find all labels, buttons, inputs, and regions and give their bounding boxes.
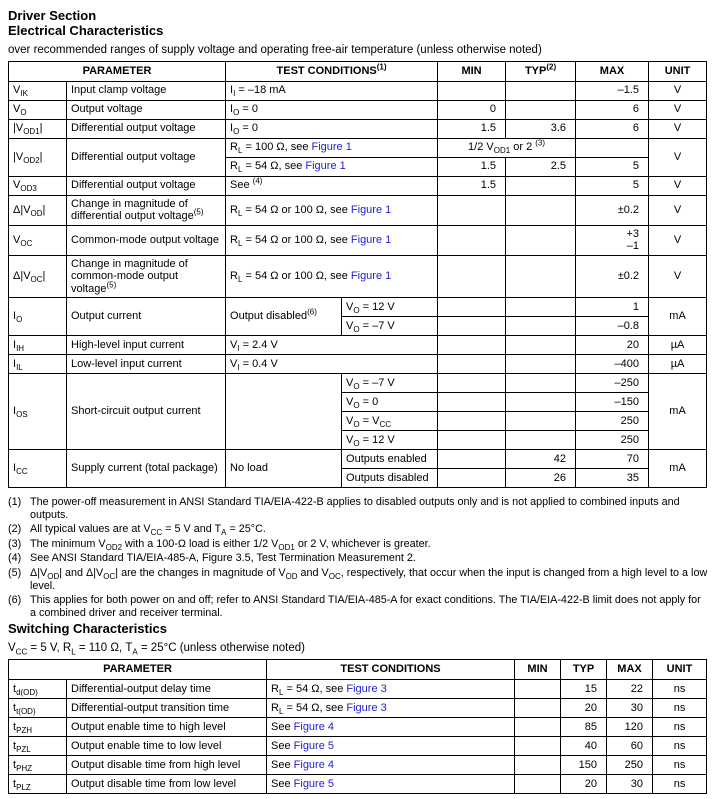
value-cell: 0 xyxy=(438,100,506,119)
value-cell xyxy=(438,469,506,488)
footnote-6 xyxy=(8,594,708,619)
param-name-cell: Differential output voltage xyxy=(67,138,226,176)
value-cell: 250 xyxy=(576,412,649,431)
param-symbol-cell: $V_{IK}$ xyxy=(9,81,67,100)
param-symbol-cell: $I_O$ xyxy=(9,298,67,336)
value-cell: 22 xyxy=(607,679,653,698)
param-symbol-cell: $t_{d(OD)}$ xyxy=(9,679,67,698)
table-row xyxy=(9,298,707,317)
condition-cell: $R_L = 100$ Ω, see Figure 1 xyxy=(226,138,438,157)
unit-cell: V xyxy=(649,225,707,255)
value-cell: 1/2 $V_{OD1}$ or 2 $^{(3)}$ xyxy=(438,138,576,157)
unit-cell: V xyxy=(649,195,707,225)
param-name-cell: Output disable time from high level xyxy=(67,755,267,774)
param-symbol-cell: $|V_{OD2}|$ xyxy=(9,138,67,176)
value-cell: 42 xyxy=(506,450,576,469)
value-cell: 26 xyxy=(506,469,576,488)
value-cell: 250 xyxy=(607,755,653,774)
condition-cell: See Figure 5 xyxy=(267,774,515,793)
link-figure-3[interactable]: Figure 3 xyxy=(346,701,387,714)
link-figure-1[interactable]: Figure 1 xyxy=(305,160,346,173)
unit-cell: mA xyxy=(649,450,707,488)
value-cell: ±0.2 xyxy=(576,195,649,225)
footnote-text: $\Delta|V_{OD}|$ and $\Delta|V_{OC}|$ are the changes in magnitude of $V_{OD}$ and $V_{OC}$, respectively, that occur when the input is changed from a high level to a low level. xyxy=(30,566,708,592)
param-symbol-cell: $t_{t(OD)}$ xyxy=(9,698,67,717)
param-name-cell: Output current xyxy=(67,298,226,336)
param-symbol-cell: $t_{PHZ}$ xyxy=(9,755,67,774)
value-cell xyxy=(438,355,506,374)
condition-cell: See Figure 4 xyxy=(267,755,515,774)
param-name-cell: High-level input current xyxy=(67,336,226,355)
value-cell: 30 xyxy=(607,774,653,793)
link-figure-1[interactable]: Figure 1 xyxy=(350,203,392,216)
value-cell: ±0.2 xyxy=(576,255,649,298)
unit-cell: V xyxy=(649,255,707,298)
column-header-cell: PARAMETER xyxy=(9,62,226,82)
value-cell xyxy=(506,412,576,431)
value-cell xyxy=(506,393,576,412)
param-name-cell: Differential-output delay time xyxy=(67,679,267,698)
value-cell: 120 xyxy=(607,717,653,736)
condition-cell: $V_I = 0.4$ V xyxy=(226,355,438,374)
param-name-cell: Short-circuit output current xyxy=(67,374,226,450)
value-cell xyxy=(506,336,576,355)
column-header-cell: MAX xyxy=(576,62,649,82)
unit-cell: ns xyxy=(653,717,707,736)
value-cell: 30 xyxy=(607,698,653,717)
value-cell xyxy=(438,393,506,412)
condition-cell: No load xyxy=(226,450,342,488)
table-row xyxy=(9,355,707,374)
value-cell xyxy=(515,774,561,793)
footnote-number: (2) xyxy=(8,523,22,536)
value-cell xyxy=(515,717,561,736)
param-symbol-cell: $|V_{OD1}|$ xyxy=(9,119,67,138)
param-symbol-cell: $t_{PLZ}$ xyxy=(9,774,67,793)
value-cell: 5 xyxy=(576,157,649,176)
table-row xyxy=(9,755,707,774)
table-row xyxy=(9,176,707,195)
unit-cell: ns xyxy=(653,755,707,774)
condition-cell: $R_L = 54$ Ω or 100 Ω, see Figure 1 xyxy=(226,225,438,255)
table-row xyxy=(9,195,707,225)
table-row xyxy=(9,679,707,698)
table-row xyxy=(9,660,707,680)
column-header-cell: UNIT xyxy=(653,660,707,680)
condition-cell: $V_O = -7$ V xyxy=(342,374,438,393)
value-cell xyxy=(438,374,506,393)
param-name-cell: Differential-output transition time xyxy=(67,698,267,717)
condition-cell: $V_O = 12$ V xyxy=(342,298,438,317)
value-cell xyxy=(506,317,576,336)
value-cell xyxy=(506,298,576,317)
value-cell: –150 xyxy=(576,393,649,412)
value-cell xyxy=(438,336,506,355)
condition-cell: $R_L = 54$ Ω or 100 Ω, see Figure 1 xyxy=(226,255,438,298)
condition-cell: Output disabled$^{(6)}$ xyxy=(226,298,342,336)
value-cell xyxy=(506,195,576,225)
value-cell xyxy=(515,755,561,774)
electrical-characteristics-table xyxy=(8,61,707,488)
value-cell: 1.5 xyxy=(438,157,506,176)
unit-cell: µA xyxy=(649,355,707,374)
param-name-cell: Input clamp voltage xyxy=(67,81,226,100)
unit-cell: V xyxy=(649,100,707,119)
footnote-4 xyxy=(8,552,708,565)
value-cell xyxy=(438,255,506,298)
switching-characteristics-table xyxy=(8,659,707,794)
value-cell: 5 xyxy=(576,176,649,195)
unit-cell: ns xyxy=(653,698,707,717)
condition-cell: $R_L = 54$ Ω, see Figure 1 xyxy=(226,157,438,176)
footnote-number: (4) xyxy=(8,552,22,565)
section-title-driver: Driver Section xyxy=(8,8,97,23)
value-cell: 2.5 xyxy=(506,157,576,176)
value-cell xyxy=(506,355,576,374)
value-cell: 250 xyxy=(576,431,649,450)
column-header-cell: MAX xyxy=(607,660,653,680)
value-cell: 20 xyxy=(561,774,607,793)
value-cell: 6 xyxy=(576,119,649,138)
param-symbol-cell: $\Delta|V_{OD}|$ xyxy=(9,195,67,225)
link-figure-3[interactable]: Figure 3 xyxy=(346,682,387,695)
link-figure-1[interactable]: Figure 1 xyxy=(311,141,352,154)
condition-cell: $I_O = 0$ xyxy=(226,100,438,119)
param-name-cell: Output voltage xyxy=(67,100,226,119)
condition-cell: $V_O = -7$ V xyxy=(342,317,438,336)
table-row xyxy=(9,336,707,355)
unit-cell: V xyxy=(649,176,707,195)
table-row xyxy=(9,119,707,138)
value-cell xyxy=(506,100,576,119)
footnote-1 xyxy=(8,496,708,521)
value-cell: 40 xyxy=(561,736,607,755)
param-symbol-cell: $I_{OS}$ xyxy=(9,374,67,450)
param-name-cell: Change in magnitude of differential output voltage$^{(5)}$ xyxy=(67,195,226,225)
param-symbol-cell: $V_{OC}$ xyxy=(9,225,67,255)
link-figure-5[interactable]: Figure 5 xyxy=(293,739,335,752)
value-cell xyxy=(438,81,506,100)
value-cell: 1.5 xyxy=(438,119,506,138)
unit-cell: ns xyxy=(653,736,707,755)
value-cell: 1 xyxy=(576,298,649,317)
condition-cell: $V_O = 12$ V xyxy=(342,431,438,450)
table-row xyxy=(9,255,707,298)
table-row xyxy=(9,100,707,119)
value-cell xyxy=(438,412,506,431)
value-cell: 15 xyxy=(561,679,607,698)
value-cell xyxy=(506,225,576,255)
value-cell: –250 xyxy=(576,374,649,393)
condition-cell: $V_O = 0$ xyxy=(342,393,438,412)
unit-cell: V xyxy=(649,119,707,138)
param-name-cell: Output enable time to high level xyxy=(67,717,267,736)
footnote-text: The minimum $V_{OD2}$ with a 100-Ω load is either 1/2 $V_{OD1}$ or 2 V, whichever is greater. xyxy=(30,537,431,552)
unit-cell: mA xyxy=(649,298,707,336)
param-symbol-cell: $I_{IH}$ xyxy=(9,336,67,355)
value-cell xyxy=(506,431,576,450)
value-cell: 1.5 xyxy=(438,176,506,195)
value-cell xyxy=(438,317,506,336)
link-figure-1[interactable]: Figure 1 xyxy=(350,270,392,282)
param-name-cell: Supply current (total package) xyxy=(67,450,226,488)
value-cell: –1.5 xyxy=(576,81,649,100)
table-row xyxy=(9,62,707,82)
condition-cell: See $^{(4)}$ xyxy=(226,176,438,195)
footnote-text: See ANSI Standard TIA/EIA-485-A, Figure 3.5, Test Termination Measurement 2. xyxy=(30,552,416,565)
column-header-cell: TYP xyxy=(561,660,607,680)
table-row xyxy=(9,81,707,100)
table-row xyxy=(9,138,707,157)
value-cell: 20 xyxy=(561,698,607,717)
footnote-text: All typical values are at $V_{CC} = 5$ V and $T_A = 25^\circ C$. xyxy=(30,523,266,538)
column-header-cell: MIN xyxy=(515,660,561,680)
unit-cell: ns xyxy=(653,679,707,698)
unit-cell: mA xyxy=(649,374,707,450)
table-row xyxy=(9,736,707,755)
condition-cell: $I_I = -18$ mA xyxy=(226,81,438,100)
condition-cell: $R_L = 54$ Ω, see Figure 3 xyxy=(267,698,515,717)
footnote-text: This applies for both power on and off; refer to ANSI Standard TIA/EIA-485-A for exact conditions. The TIA/EIA-422-B limit does not apply for a combined driver and receiver terminal. xyxy=(30,594,701,619)
value-cell: +3 –1 xyxy=(576,225,649,255)
column-header-cell: PARAMETER xyxy=(9,660,267,680)
value-cell: 6 xyxy=(576,100,649,119)
footnote-number: (6) xyxy=(8,594,22,607)
table-row xyxy=(9,450,707,469)
value-cell: 70 xyxy=(576,450,649,469)
value-cell xyxy=(506,374,576,393)
condition-cell: $R_L = 54$ Ω or 100 Ω, see Figure 1 xyxy=(226,195,438,225)
link-figure-5[interactable]: Figure 5 xyxy=(293,777,335,790)
condition-cell: $V_I = 2.4$ V xyxy=(226,336,438,355)
unit-cell: ns xyxy=(653,774,707,793)
condition-cell: $V_O = V_{CC}$ xyxy=(342,412,438,431)
value-cell xyxy=(438,195,506,225)
footnote-text: The power-off measurement in ANSI Standard TIA/EIA-422-B applies to disabled outputs only and is not applied to combined inputs and outputs. xyxy=(30,496,680,521)
param-symbol-cell: $V_{OD3}$ xyxy=(9,176,67,195)
param-name-cell: Differential output voltage xyxy=(67,119,226,138)
section-title-electrical-characteristics: Electrical Characteristics xyxy=(8,23,164,38)
footnote-3 xyxy=(8,538,708,551)
switching-conditions-note: $V_{CC} = 5$ V, $R_L = 110$ Ω, $T_A = 25^\circ C$ (unless otherwise noted) xyxy=(8,642,305,657)
value-cell: –400 xyxy=(576,355,649,374)
table-row xyxy=(9,717,707,736)
value-cell: 150 xyxy=(561,755,607,774)
param-symbol-cell: $\Delta|V_{OC}|$ xyxy=(9,255,67,298)
condition-cell: $R_L = 54$ Ω, see Figure 3 xyxy=(267,679,515,698)
footnote-number: (1) xyxy=(8,496,22,508)
condition-cell: $I_O = 0$ xyxy=(226,119,438,138)
section-title-switching-characteristics: Switching Characteristics xyxy=(8,621,167,637)
param-name-cell: Low-level input current xyxy=(67,355,226,374)
footnote-number: (3) xyxy=(8,537,22,550)
value-cell xyxy=(438,298,506,317)
table-row xyxy=(9,698,707,717)
param-symbol-cell: $I_{IL}$ xyxy=(9,355,67,374)
link-figure-1[interactable]: Figure 1 xyxy=(350,233,392,246)
footnote-5 xyxy=(8,567,708,592)
condition-cell: See Figure 5 xyxy=(267,736,515,755)
value-cell: 60 xyxy=(607,736,653,755)
value-cell xyxy=(515,679,561,698)
value-cell xyxy=(515,698,561,717)
value-cell xyxy=(515,736,561,755)
value-cell xyxy=(506,255,576,298)
electrical-conditions-note: over recommended ranges of supply voltage and operating free-air temperature (unless otherwise noted) xyxy=(8,44,542,56)
condition-cell: Outputs disabled xyxy=(342,469,438,488)
value-cell: 85 xyxy=(561,717,607,736)
link-figure-4[interactable]: Figure 4 xyxy=(293,720,335,733)
condition-cell: Outputs enabled xyxy=(342,450,438,469)
unit-cell: µA xyxy=(649,336,707,355)
param-symbol-cell: $t_{PZH}$ xyxy=(9,717,67,736)
value-cell: 35 xyxy=(576,469,649,488)
table-row xyxy=(9,774,707,793)
value-cell xyxy=(438,431,506,450)
param-name-cell: Change in magnitude of common-mode output voltage$^{(5)}$ xyxy=(67,255,226,298)
value-cell xyxy=(438,450,506,469)
value-cell: 20 xyxy=(576,336,649,355)
param-name-cell: Output disable time from low level xyxy=(67,774,267,793)
value-cell: –0.8 xyxy=(576,317,649,336)
param-symbol-cell: $V_O$ xyxy=(9,100,67,119)
param-name-cell: Common-mode output voltage xyxy=(67,225,226,255)
link-figure-4[interactable]: Figure 4 xyxy=(293,758,335,771)
footnote-2 xyxy=(8,523,708,536)
table-row xyxy=(9,225,707,255)
unit-cell: V xyxy=(649,81,707,100)
value-cell xyxy=(576,138,649,157)
value-cell xyxy=(506,176,576,195)
footnotes-block xyxy=(8,496,708,619)
condition-cell xyxy=(226,374,342,450)
column-header-cell: MIN xyxy=(438,62,506,82)
value-cell: 3.6 xyxy=(506,119,576,138)
unit-cell: V xyxy=(649,138,707,176)
param-symbol-cell: $I_{CC}$ xyxy=(9,450,67,488)
column-header-cell: TEST CONDITIONS$^{(1)}$ xyxy=(226,62,438,82)
condition-cell: See Figure 4 xyxy=(267,717,515,736)
table-row xyxy=(9,374,707,393)
footnote-number: (5) xyxy=(8,566,22,579)
column-header-cell: UNIT xyxy=(649,62,707,82)
column-header-cell: TEST CONDITIONS xyxy=(267,660,515,680)
param-symbol-cell: $t_{PZL}$ xyxy=(9,736,67,755)
value-cell xyxy=(438,225,506,255)
param-name-cell: Output enable time to low level xyxy=(67,736,267,755)
column-header-cell: TYP$^{(2)}$ xyxy=(506,62,576,82)
param-name-cell: Differential output voltage xyxy=(67,176,226,195)
value-cell xyxy=(506,81,576,100)
